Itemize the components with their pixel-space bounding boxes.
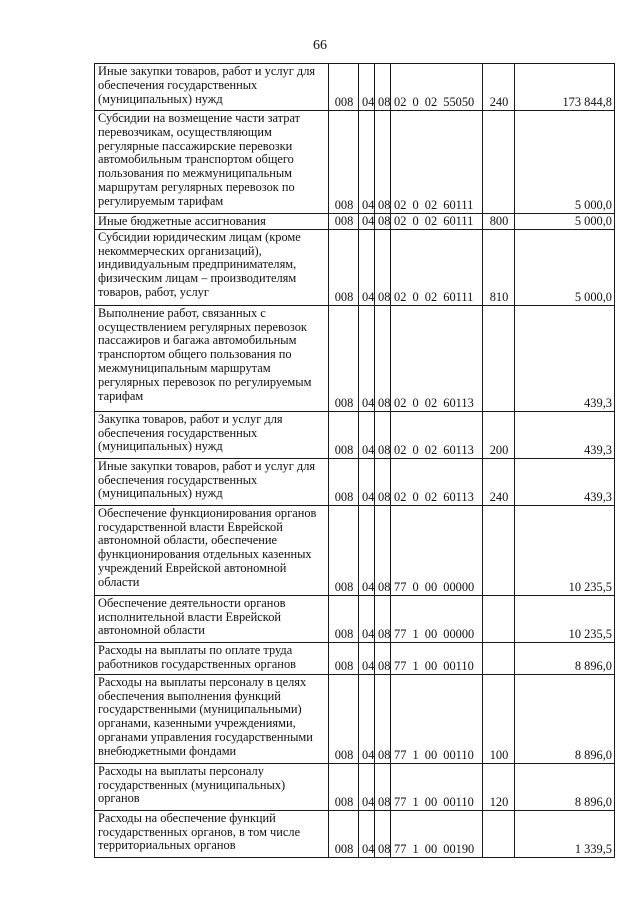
row-amount: 8 896,0 xyxy=(515,763,615,810)
row-description: Выполнение работ, связанных с осуществлением регулярных перевозок пассажиров и багажа автомобильным транспортом общего пользования по межмуниципальным маршрутам регулярных перевозок по регулируемым тарифам xyxy=(95,305,329,411)
row-target-article: 77 1 00 00110 xyxy=(391,674,483,763)
row-amount: 1 339,5 xyxy=(515,810,615,857)
row-section-code: 04 xyxy=(359,214,375,230)
row-expense-type xyxy=(483,505,515,595)
row-ministry-code: 008 xyxy=(329,411,359,458)
row-ministry-code: 008 xyxy=(329,674,359,763)
row-ministry-code: 008 xyxy=(329,810,359,857)
row-amount: 439,3 xyxy=(515,458,615,505)
table-row xyxy=(95,674,615,763)
row-section-code: 04 xyxy=(359,642,375,674)
row-description: Расходы на выплаты персоналу в целях обеспечения выполнения функций государственными (муниципальными) органами, казенными учреждениями, органами управления государственными внебюджетными фондами xyxy=(95,674,329,763)
row-subsection-code: 08 xyxy=(375,305,391,411)
row-description: Иные закупки товаров, работ и услуг для обеспечения государственных (муниципальных) нужд xyxy=(95,458,329,505)
table-row xyxy=(95,411,615,458)
row-subsection-code: 08 xyxy=(375,229,391,305)
row-section-code: 04 xyxy=(359,763,375,810)
page-number: 66 xyxy=(313,38,327,53)
table-row xyxy=(95,305,615,411)
row-section-code: 04 xyxy=(359,505,375,595)
row-expense-type: 200 xyxy=(483,411,515,458)
row-target-article: 77 0 00 00000 xyxy=(391,505,483,595)
row-description: Иные бюджетные ассигнования xyxy=(95,214,329,230)
row-subsection-code: 08 xyxy=(375,111,391,214)
table-row xyxy=(95,111,615,214)
row-section-code: 04 xyxy=(359,674,375,763)
row-amount: 173 844,8 xyxy=(515,64,615,111)
row-description: Субсидии на возмещение части затрат перевозчикам, осуществляющим регулярные пассажирские перевозки автомобильным транспортом общего пользования по межмуниципальным маршрутам регулярных перевозок по регулируемым тарифам xyxy=(95,111,329,214)
row-description: Обеспечение функционирования органов государственной власти Еврейской автономной области, обеспечение функционирования отдельных казенных учреждений Еврейской автономной области xyxy=(95,505,329,595)
row-section-code: 04 xyxy=(359,595,375,642)
row-target-article: 02 0 02 60113 xyxy=(391,411,483,458)
row-section-code: 04 xyxy=(359,458,375,505)
row-expense-type: 100 xyxy=(483,674,515,763)
row-target-article: 02 0 02 60111 xyxy=(391,214,483,230)
row-description: Закупка товаров, работ и услуг для обеспечения государственных (муниципальных) нужд xyxy=(95,411,329,458)
row-amount: 10 235,5 xyxy=(515,505,615,595)
row-expense-type xyxy=(483,111,515,214)
row-amount: 5 000,0 xyxy=(515,111,615,214)
table-row xyxy=(95,595,615,642)
row-ministry-code: 008 xyxy=(329,642,359,674)
row-description: Обеспечение деятельности органов исполнительной власти Еврейской автономной области xyxy=(95,595,329,642)
row-amount: 8 896,0 xyxy=(515,642,615,674)
row-subsection-code: 08 xyxy=(375,214,391,230)
row-subsection-code: 08 xyxy=(375,763,391,810)
row-section-code: 04 xyxy=(359,305,375,411)
table-row xyxy=(95,505,615,595)
table-row xyxy=(95,214,615,230)
row-section-code: 04 xyxy=(359,64,375,111)
budget-table xyxy=(94,63,615,858)
row-amount: 5 000,0 xyxy=(515,214,615,230)
row-ministry-code: 008 xyxy=(329,214,359,230)
row-target-article: 02 0 02 60111 xyxy=(391,229,483,305)
row-expense-type xyxy=(483,642,515,674)
row-expense-type: 120 xyxy=(483,763,515,810)
row-expense-type: 800 xyxy=(483,214,515,230)
row-ministry-code: 008 xyxy=(329,305,359,411)
row-subsection-code: 08 xyxy=(375,411,391,458)
row-target-article: 77 1 00 00190 xyxy=(391,810,483,857)
row-section-code: 04 xyxy=(359,810,375,857)
row-section-code: 04 xyxy=(359,229,375,305)
row-amount: 439,3 xyxy=(515,411,615,458)
row-ministry-code: 008 xyxy=(329,111,359,214)
row-amount: 439,3 xyxy=(515,305,615,411)
row-subsection-code: 08 xyxy=(375,505,391,595)
row-subsection-code: 08 xyxy=(375,64,391,111)
row-target-article: 77 1 00 00110 xyxy=(391,763,483,810)
row-target-article: 02 0 02 60111 xyxy=(391,111,483,214)
row-amount: 8 896,0 xyxy=(515,674,615,763)
row-expense-type: 810 xyxy=(483,229,515,305)
table-row xyxy=(95,458,615,505)
row-section-code: 04 xyxy=(359,411,375,458)
row-amount: 10 235,5 xyxy=(515,595,615,642)
row-subsection-code: 08 xyxy=(375,595,391,642)
row-amount: 5 000,0 xyxy=(515,229,615,305)
row-description: Субсидии юридическим лицам (кроме некоммерческих организаций), индивидуальным предпринимателям, физическим лицам – производителям товаров, работ, услуг xyxy=(95,229,329,305)
row-subsection-code: 08 xyxy=(375,674,391,763)
row-expense-type xyxy=(483,305,515,411)
row-target-article: 77 1 00 00110 xyxy=(391,642,483,674)
row-section-code: 04 xyxy=(359,111,375,214)
row-target-article: 02 0 02 55050 xyxy=(391,64,483,111)
row-expense-type xyxy=(483,595,515,642)
row-description: Расходы на выплаты по оплате труда работников государственных органов xyxy=(95,642,329,674)
row-description: Расходы на обеспечение функций государственных органов, в том числе территориальных органов xyxy=(95,810,329,857)
row-ministry-code: 008 xyxy=(329,458,359,505)
row-description: Расходы на выплаты персоналу государственных (муниципальных) органов xyxy=(95,763,329,810)
row-target-article: 77 1 00 00000 xyxy=(391,595,483,642)
row-subsection-code: 08 xyxy=(375,810,391,857)
row-expense-type xyxy=(483,810,515,857)
table-row xyxy=(95,642,615,674)
table-row xyxy=(95,810,615,857)
row-expense-type: 240 xyxy=(483,458,515,505)
row-subsection-code: 08 xyxy=(375,458,391,505)
row-target-article: 02 0 02 60113 xyxy=(391,305,483,411)
row-ministry-code: 008 xyxy=(329,229,359,305)
table-row xyxy=(95,229,615,305)
row-ministry-code: 008 xyxy=(329,595,359,642)
row-description: Иные закупки товаров, работ и услуг для обеспечения государственных (муниципальных) нужд xyxy=(95,64,329,111)
row-expense-type: 240 xyxy=(483,64,515,111)
row-target-article: 02 0 02 60113 xyxy=(391,458,483,505)
table-row xyxy=(95,763,615,810)
table-row xyxy=(95,64,615,111)
row-ministry-code: 008 xyxy=(329,763,359,810)
row-subsection-code: 08 xyxy=(375,642,391,674)
row-ministry-code: 008 xyxy=(329,64,359,111)
row-ministry-code: 008 xyxy=(329,505,359,595)
